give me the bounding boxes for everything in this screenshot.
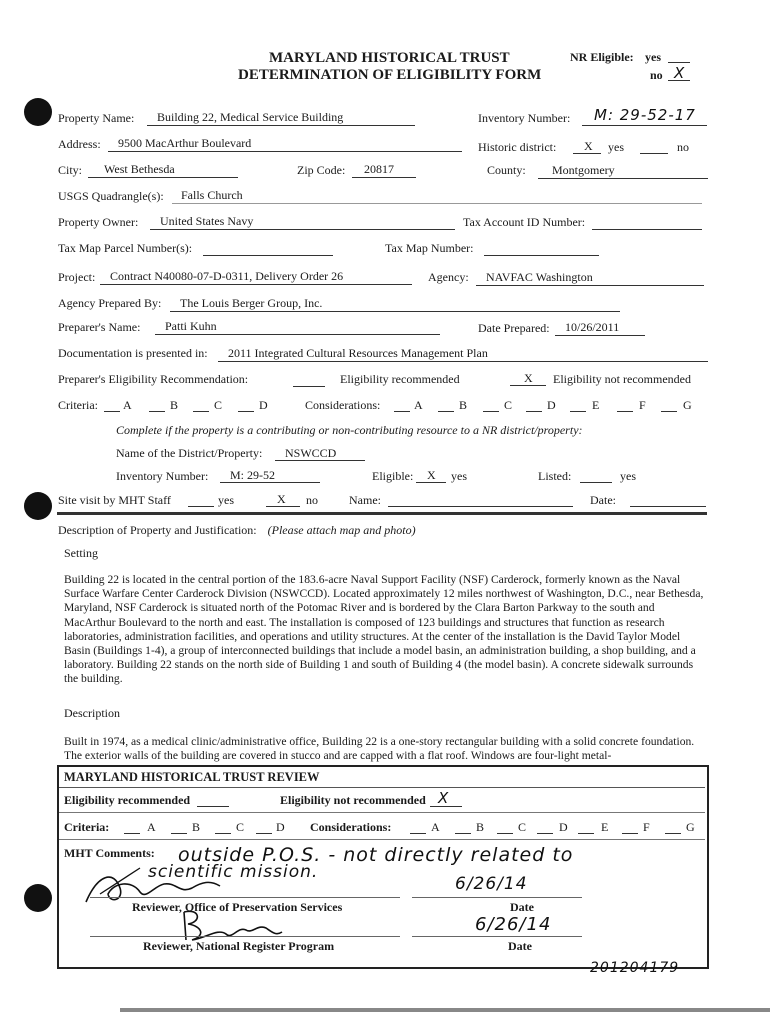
reviewer2-label: Reviewer, National Register Program [143, 939, 335, 953]
considerations-f: F [639, 398, 646, 412]
description-heading [58, 523, 416, 538]
cons-a-line [394, 411, 410, 412]
review-considerations-e: E [601, 820, 609, 834]
review-considerations-f: F [643, 820, 650, 834]
zip-code-value: 20817 [364, 162, 394, 176]
criteria-a: A [123, 398, 132, 412]
district-inventory-label: Inventory Number: [116, 469, 209, 483]
eligible-mark: X [427, 468, 436, 482]
property-owner-line [150, 229, 455, 230]
listed-yes: yes [620, 469, 636, 483]
review-cons-f-line [622, 833, 638, 834]
considerations-e: E [592, 398, 600, 412]
documentation-label: Documentation is presented in: [58, 346, 208, 360]
review-cons-a-line [410, 833, 426, 834]
review-date2-label: Date [508, 939, 532, 953]
zip-code-line [352, 177, 416, 178]
review-rec-divider [59, 812, 705, 813]
tax-parcel-line [203, 255, 333, 256]
site-visit-yes: yes [218, 493, 234, 507]
site-visit-yes-line [188, 506, 214, 507]
county-line [538, 178, 708, 179]
review-title: MARYLAND HISTORICAL TRUST REVIEW [64, 770, 320, 784]
review-cons-e-line [578, 833, 594, 834]
review-crit-a-line [124, 833, 140, 834]
review-not-rec-line [430, 806, 462, 807]
reviewer2-line [90, 936, 400, 937]
historic-district-mark: X [584, 139, 593, 153]
review-considerations-g: G [686, 820, 695, 834]
property-owner-value: United States Navy [160, 214, 254, 228]
crit-d-line [238, 411, 254, 412]
address-value: 9500 MacArthur Boulevard [118, 136, 252, 150]
review-criteria-divider [59, 839, 705, 840]
site-visit-label: Site visit by MHT Staff [58, 493, 171, 507]
nr-no-mark: X [674, 64, 686, 82]
not-recommended-mark: X [524, 371, 533, 385]
review-date1-label: Date [510, 900, 534, 914]
site-visit-name-label: Name: [349, 493, 381, 507]
inventory-number-label: Inventory Number: [478, 111, 571, 125]
review-rec-line [197, 806, 229, 807]
preparer-name-line [155, 334, 440, 335]
considerations-b: B [459, 398, 468, 412]
county-value: Montgomery [552, 163, 615, 177]
nr-eligible-label: NR Eligible: [570, 50, 634, 64]
review-title-line [59, 787, 705, 788]
tax-parcel-label: Tax Map Parcel Number(s): [58, 241, 193, 255]
address-label: Address: [58, 137, 101, 151]
form-title-line2: DETERMINATION OF ELIGIBILITY FORM [238, 67, 542, 83]
project-line [100, 284, 412, 285]
cons-c-line [483, 411, 499, 412]
crit-a-line [104, 411, 120, 412]
complete-note: Complete if the property is a contributing or non-contributing resource to a NR district/property: [116, 423, 583, 437]
punch-hole-bottom [24, 884, 52, 912]
cons-g-line [661, 411, 677, 412]
tax-map-label: Tax Map Number: [385, 241, 474, 255]
review-not-recommended-mark: X [438, 789, 450, 807]
address-line [108, 151, 462, 152]
property-name-label: Property Name: [58, 111, 135, 125]
scan-edge-bar [120, 1008, 770, 1012]
review-cons-g-line [665, 833, 681, 834]
date2-line [412, 936, 582, 937]
documentation-line [218, 361, 708, 362]
review-eligibility-not-recommended: Eligibility not recommended [280, 793, 426, 807]
setting-label: Setting [64, 546, 99, 560]
tax-account-line [592, 229, 702, 230]
agency-label: Agency: [428, 270, 469, 284]
preparer-name-label: Preparer's Name: [58, 320, 141, 334]
review-criteria-c: C [236, 820, 245, 834]
considerations-label: Considerations: [305, 398, 381, 412]
considerations-d: D [547, 398, 556, 412]
reviewer1-line [90, 897, 400, 898]
district-name-value: NSWCCD [285, 446, 337, 460]
crit-c-line [193, 411, 209, 412]
date-prepared-line [555, 335, 645, 336]
section-divider [57, 512, 707, 515]
usgs-line [172, 203, 702, 204]
historic-no-label: no [677, 140, 689, 154]
district-inventory-value: M: 29-52 [230, 468, 275, 482]
criteria-c: C [214, 398, 223, 412]
date-prepared-label: Date Prepared: [478, 321, 550, 335]
considerations-g: G [683, 398, 692, 412]
site-visit-date-line [630, 506, 706, 507]
prepared-by-line [170, 311, 620, 312]
review-considerations-label: Considerations: [310, 820, 392, 834]
description-heading-note: (Please attach map and photo) [267, 523, 416, 537]
cons-d-line [526, 411, 542, 412]
prepared-by-label: Agency Prepared By: [58, 296, 162, 310]
city-value: West Bethesda [104, 162, 175, 176]
punch-hole-top [24, 98, 52, 126]
recommendation-label: Preparer's Eligibility Recommendation: [58, 372, 249, 386]
nr-yes-blank [668, 62, 690, 63]
punch-hole-middle [24, 492, 52, 520]
cons-e-line [570, 411, 586, 412]
city-line [88, 177, 238, 178]
review-crit-b-line [171, 833, 187, 834]
listed-line [580, 482, 612, 483]
eligibility-not-recommended-label: Eligibility not recommended [553, 372, 691, 386]
historic-yes-label: yes [608, 140, 624, 154]
review-cons-b-line [455, 833, 471, 834]
property-name-value: Building 22, Medical Service Building [157, 110, 344, 124]
mht-comments-label: MHT Comments: [64, 846, 155, 860]
description-paragraph: Built in 1974, as a medical clinic/administrative office, Building 22 is a one-story rectangular building with a solid concrete foundation. The exterior walls of the building are covered in stucco and are capped with a flat roof. Windows are four-light metal- [64, 735, 695, 763]
form-title-line1: MARYLAND HISTORICAL TRUST [269, 50, 510, 66]
review-considerations-d: D [559, 820, 568, 834]
date-prepared-value: 10/26/2011 [565, 320, 620, 334]
review-considerations-a: A [431, 820, 440, 834]
cons-f-line [617, 411, 633, 412]
considerations-a: A [414, 398, 423, 412]
reviewer1-label: Reviewer, Office of Preservation Services [132, 900, 343, 914]
property-name-line [147, 125, 415, 126]
district-inventory-line [220, 482, 320, 483]
mht-comment-line1: outside P.O.S. - not directly related to [178, 844, 574, 866]
review-criteria-label: Criteria: [64, 820, 110, 834]
project-label: Project: [58, 270, 96, 284]
listed-label: Listed: [538, 469, 572, 483]
inventory-number-value: M: 29-52-17 [594, 106, 696, 124]
cons-b-line [438, 411, 454, 412]
review-cons-d-line [537, 833, 553, 834]
agency-line [476, 285, 704, 286]
eligible-label: Eligible: [372, 469, 414, 483]
tax-account-label: Tax Account ID Number: [463, 215, 586, 229]
footer-stamp-number: 201204179 [590, 960, 680, 976]
review-date1-value: 6/26/14 [455, 874, 528, 894]
rec-recommended-line [293, 386, 325, 387]
review-crit-c-line [215, 833, 231, 834]
review-criteria-a: A [147, 820, 156, 834]
mht-comment-line2: scientific mission. [148, 862, 319, 882]
review-considerations-b: B [476, 820, 485, 834]
property-owner-label: Property Owner: [58, 215, 139, 229]
district-name-line [275, 460, 365, 461]
considerations-c: C [504, 398, 513, 412]
review-criteria-b: B [192, 820, 201, 834]
setting-paragraph: Building 22 is located in the central portion of the 183.6-acre Naval Support Facility (NSF) Carderock, formerly known as the Naval Surface Warfare Center Carderock Division (NSWCCD). Located approximately 12 miles northwest of Washington, D.C., near Bethesda, Maryland, NSF Carderock is situated north of the Potomac River and is bordered by the Clara Barton Parkway to the south and MacArthur Boulevard to the north and east. The installation is composed of 123 buildings and structures that function as research laboratories, administration facilities, and operations and utility structures. At the center of the installation is the David Taylor Model Basin (Buildings 1-4), a group of interconnected buildings that include a model basin, an administration building, a shop building, and a laboratory. Building 22 stands on the north side of Building 1 and south of Building 4 (the model basin). A concrete sidewalk surrounds the building. [64, 573, 704, 686]
criteria-d: D [259, 398, 268, 412]
tax-map-line [484, 255, 599, 256]
district-name-label: Name of the District/Property: [116, 446, 263, 460]
site-visit-date-label: Date: [590, 493, 616, 507]
eligibility-recommended-label: Eligibility recommended [340, 372, 460, 386]
project-value: Contract N40080-07-D-0311, Delivery Order 26 [110, 269, 344, 283]
city-label: City: [58, 163, 83, 177]
review-eligibility-recommended: Eligibility recommended [64, 793, 191, 807]
nr-yes-label: yes [645, 50, 661, 64]
usgs-value: Falls Church [181, 188, 243, 202]
site-visit-name-line [388, 506, 573, 507]
county-label: County: [487, 163, 526, 177]
site-visit-no-line [266, 506, 300, 507]
criteria-b: B [170, 398, 179, 412]
description-label: Description [64, 706, 120, 720]
eligible-yes: yes [451, 469, 467, 483]
review-criteria-d: D [276, 820, 285, 834]
agency-value: NAVFAC Washington [486, 270, 593, 284]
preparer-name-value: Patti Kuhn [165, 319, 217, 333]
review-cons-c-line [497, 833, 513, 834]
nr-no-label: no [650, 68, 663, 82]
review-date2-value: 6/26/14 [475, 914, 552, 935]
eligible-line [416, 482, 446, 483]
usgs-label: USGS Quadrangle(s): [58, 189, 164, 203]
description-heading-text: Description of Property and Justification: [58, 523, 257, 537]
historic-no-line [640, 153, 668, 154]
zip-code-label: Zip Code: [297, 163, 346, 177]
inventory-number-line [582, 125, 707, 126]
date1-line [412, 897, 582, 898]
review-crit-d-line [256, 833, 272, 834]
rec-not-recommended-line [510, 385, 546, 386]
criteria-label: Criteria: [58, 398, 98, 412]
crit-b-line [149, 411, 165, 412]
prepared-by-value: The Louis Berger Group, Inc. [180, 296, 323, 310]
site-visit-no: no [306, 493, 318, 507]
historic-district-label: Historic district: [478, 140, 557, 154]
documentation-value: 2011 Integrated Cultural Resources Management Plan [228, 346, 488, 360]
site-visit-mark: X [277, 492, 286, 506]
historic-yes-line [573, 153, 601, 154]
review-considerations-c: C [518, 820, 527, 834]
